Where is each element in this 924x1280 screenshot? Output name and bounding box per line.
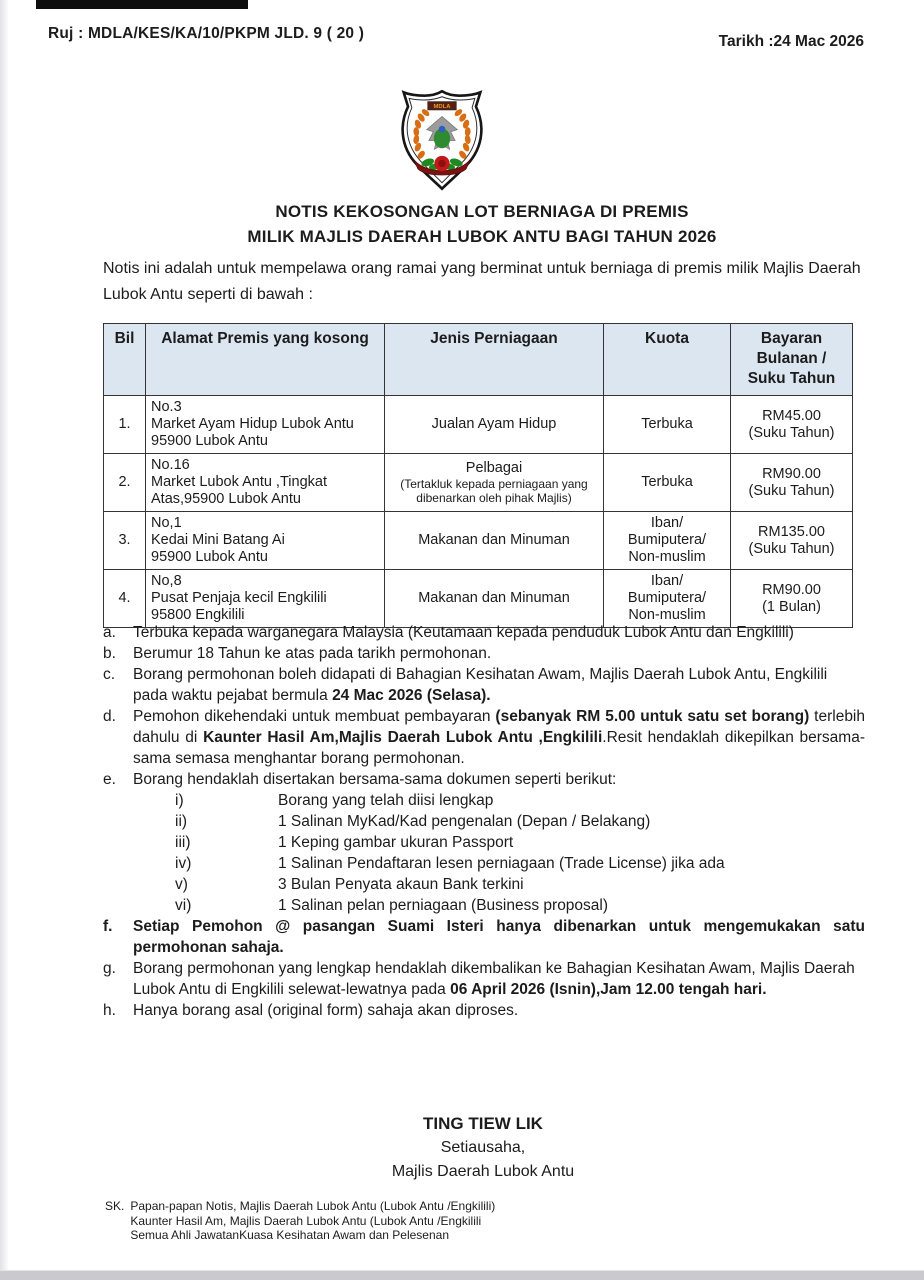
cell-alamat: No.3 Market Ayam Hidup Lubok Antu 95900 Lubok Antu xyxy=(146,396,385,454)
note-item-c xyxy=(103,664,865,706)
intro-paragraph: Notis ini adalah untuk mempelawa orang ramai yang berminat untuk berniaga di premis milik Majlis Daerah Lubok Antu seperti di bawah : xyxy=(103,260,861,303)
col-header-bayaran: Bayaran Bulanan / Suku Tahun xyxy=(731,324,853,396)
table-row xyxy=(104,512,853,570)
sk-lines: Papan-papan Notis, Majlis Daerah Lubok Antu (Lubok Antu /Engkilili) Kaunter Hasil Am, Majlis Daerah Lubok Antu (Lubok Antu /Engkilili Semua Ahli JawatanKuasa Kesihatan Awam dan Pelesenan xyxy=(130,1199,496,1242)
note-label: g. xyxy=(103,960,116,977)
sublist-label: ii) xyxy=(175,813,188,830)
note-text: Hanya borang asal (original form) sahaja akan diproses. xyxy=(133,1002,519,1019)
scan-edge-bottom xyxy=(0,1270,924,1280)
scan-artifact-bar xyxy=(36,0,248,9)
sublist-label: v) xyxy=(175,876,188,893)
note-item-g xyxy=(103,958,865,1000)
note-label: a. xyxy=(103,624,116,641)
signatory-organization: Majlis Daerah Lubok Antu xyxy=(391,1163,575,1180)
note-label: f. xyxy=(103,918,113,935)
table-row xyxy=(104,454,853,512)
note-text: Setiap Pemohon @ pasangan Suami Isteri hanya dibenarkan untuk mengemukakan satu permohonan sahaja. xyxy=(133,918,865,956)
cell-jenis: Jualan Ayam Hidup xyxy=(385,396,604,454)
table-row xyxy=(104,570,853,628)
notice-title-line2: MILIK MAJLIS DAERAH LUBOK ANTU BAGI TAHUN 2026 xyxy=(247,227,717,246)
note-text: Borang permohonan boleh didapati di Bahagian Kesihatan Awam, Majlis Daerah Lubok Antu, Engkilili pada waktu pejabat bermula 24 Mac 2026 (Selasa). xyxy=(133,666,828,704)
sublist-text: 3 Bulan Penyata akaun Bank terkini xyxy=(278,876,524,893)
sublist-item xyxy=(175,811,865,832)
note-item-a xyxy=(103,622,865,643)
sublist-item xyxy=(175,874,865,895)
note-text: Pemohon dikehendaki untuk membuat pembayaran (sebanyak RM 5.00 untuk satu set borang) terlebih dahulu di Kaunter Hasil Am,Majlis Daerah Lubok Antu ,Engkilili.Resit hendaklah dikepilkan bersama-sama semasa menghantar borang permohonan. xyxy=(133,708,865,767)
shield-crest-icon xyxy=(387,88,497,192)
note-text: Borang permohonan yang lengkap hendaklah dikembalikan ke Bahagian Kesihatan Awam, Majlis Daerah Lubok Antu di Engkilili selewat-lewatnya pada 06 April 2026 (Isnin),Jam 12.00 tengah hari. xyxy=(133,960,855,998)
note-item-f xyxy=(103,916,865,958)
cell-bayaran: RM135.00 (Suku Tahun) xyxy=(731,512,853,570)
cell-bil: 3. xyxy=(104,512,146,570)
note-label: e. xyxy=(103,771,116,788)
cell-alamat: No,1 Kedai Mini Batang Ai 95900 Lubok Antu xyxy=(146,512,385,570)
note-label: d. xyxy=(103,708,116,725)
cell-bil: 1. xyxy=(104,396,146,454)
signatory-name: TING TIEW LIK xyxy=(423,1114,543,1133)
col-header-kuota: Kuota xyxy=(604,324,731,396)
table-row xyxy=(104,396,853,454)
vacant-lots-table xyxy=(103,323,853,628)
cell-jenis xyxy=(385,454,604,512)
sublist-text: 1 Salinan pelan perniagaan (Business proposal) xyxy=(278,897,609,914)
jenis-note: (Tertakluk kepada perniagaan yang dibenarkan oleh pihak Majlis) xyxy=(400,477,588,505)
col-header-jenis: Jenis Perniagaan xyxy=(385,324,604,396)
sublist-text: 1 Keping gambar ukuran Passport xyxy=(278,834,514,851)
cell-jenis: Makanan dan Minuman xyxy=(385,512,604,570)
sublist-text: Borang yang telah diisi lengkap xyxy=(278,792,494,809)
note-label: b. xyxy=(103,645,116,662)
cell-kuota: Iban/ Bumiputera/ Non-muslim xyxy=(604,570,731,628)
cell-kuota: Terbuka xyxy=(604,396,731,454)
cell-kuota: Iban/ Bumiputera/ Non-muslim xyxy=(604,512,731,570)
note-label: c. xyxy=(103,666,116,683)
note-item-b xyxy=(103,643,865,664)
table-header-row xyxy=(104,324,853,396)
sublist-item xyxy=(175,790,865,811)
note-text: Terbuka kepada warganegara Malaysia (Keutamaan kepada penduduk Lubok Antu dan Engkilili) xyxy=(133,624,794,641)
sublist-item xyxy=(175,895,865,916)
notice-title-line1: NOTIS KEKOSONGAN LOT BERNIAGA DI PREMIS xyxy=(275,202,689,221)
sk-label: SK. xyxy=(105,1199,125,1213)
svg-text:MDLA: MDLA xyxy=(433,104,451,111)
sublist-item xyxy=(175,853,865,874)
jenis-main: Pelbagai xyxy=(465,460,523,476)
conditions-list xyxy=(103,622,865,1021)
sublist-text: 1 Salinan Pendaftaran lesen perniagaan (Trade License) jika ada xyxy=(278,855,725,872)
distribution-list xyxy=(105,1199,495,1243)
notice-title xyxy=(103,199,861,249)
sublist-item xyxy=(175,832,865,853)
signature-block xyxy=(103,1112,863,1184)
note-item-e xyxy=(103,769,865,790)
cell-alamat: No,8 Pusat Penjaja kecil Engkilili 95800 Engkilili xyxy=(146,570,385,628)
required-documents-sublist xyxy=(175,790,865,916)
sublist-label: iv) xyxy=(175,855,192,872)
cell-bil: 2. xyxy=(104,454,146,512)
note-item-d xyxy=(103,706,865,769)
col-header-bil: Bil xyxy=(104,324,146,396)
cell-alamat: No.16 Market Lubok Antu ,Tingkat Atas,95900 Lubok Antu xyxy=(146,454,385,512)
cell-bayaran: RM45.00 (Suku Tahun) xyxy=(731,396,853,454)
note-item-h xyxy=(103,1000,865,1021)
cell-bil: 4. xyxy=(104,570,146,628)
document-date: Tarikh :24 Mac 2026 xyxy=(718,33,864,50)
signatory-role: Setiausaha, xyxy=(440,1139,526,1156)
sublist-text: 1 Salinan MyKad/Kad pengenalan (Depan / Belakang) xyxy=(278,813,651,830)
cell-bayaran: RM90.00 (1 Bulan) xyxy=(731,570,853,628)
note-text: Borang hendaklah disertakan bersama-sama dokumen seperti berikut: xyxy=(133,771,617,788)
sublist-label: vi) xyxy=(175,897,192,914)
sublist-label: i) xyxy=(175,792,184,809)
sublist-label: iii) xyxy=(175,834,191,851)
note-label: h. xyxy=(103,1002,116,1019)
note-text: Berumur 18 Tahun ke atas pada tarikh permohonan. xyxy=(133,645,492,662)
col-header-alamat: Alamat Premis yang kosong xyxy=(146,324,385,396)
cell-jenis: Makanan dan Minuman xyxy=(385,570,604,628)
reference-number: Ruj : MDLA/KES/KA/10/PKPM JLD. 9 ( 20 ) xyxy=(48,25,365,42)
cell-kuota: Terbuka xyxy=(604,454,731,512)
cell-bayaran: RM90.00 (Suku Tahun) xyxy=(731,454,853,512)
council-crest-logo xyxy=(0,88,884,197)
